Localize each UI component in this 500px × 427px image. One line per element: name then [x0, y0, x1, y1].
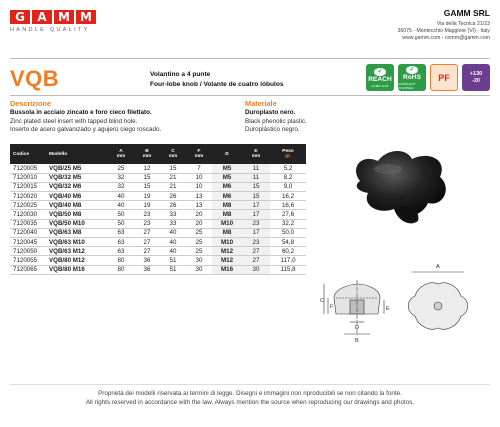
table-cell: 7120005 [10, 164, 46, 173]
product-titles [150, 70, 284, 90]
header-label: B [145, 149, 149, 154]
table-cell: 33 [160, 219, 186, 228]
header-unit: mm [251, 154, 261, 159]
table-row [10, 210, 306, 219]
header-label: F [197, 149, 201, 154]
table-cell: 25 [186, 238, 212, 247]
table-cell: 19 [134, 201, 160, 210]
table-cell: 40 [160, 238, 186, 247]
table-cell: 40 [108, 201, 134, 210]
dim-label-a: A [436, 264, 440, 270]
table-cell: VQB/50 M10 [46, 219, 108, 228]
dimensions-table [10, 144, 306, 275]
table-cell: 80 [108, 256, 134, 265]
header-label: E [254, 149, 258, 154]
table-cell: M8 [212, 201, 242, 210]
table-cell: 23 [134, 219, 160, 228]
table-cell: 19 [134, 192, 160, 201]
table-cell: 21 [160, 182, 186, 191]
header-unit: mm [142, 154, 152, 159]
technical-drawing [320, 258, 480, 358]
table-cell: M5 [212, 173, 242, 182]
table-row [10, 182, 306, 191]
header-label: Codice [13, 151, 29, 157]
table-cell: 7120010 [10, 173, 46, 182]
table-cell: M16 [212, 265, 242, 274]
product-title-en-es: Four-lobe knob / Volante de cuatro lóbulos [150, 81, 284, 88]
table-cell: 13 [186, 201, 212, 210]
table-cell: 33 [160, 210, 186, 219]
table-header-cell [186, 144, 212, 164]
material-section [245, 99, 395, 135]
table-row [10, 164, 306, 173]
table-cell: 7120030 [10, 210, 46, 219]
table-cell: 27 [242, 247, 270, 256]
table-cell: 15 [160, 164, 186, 173]
table-cell: 8,2 [270, 173, 306, 182]
table-cell: 32,2 [270, 219, 306, 228]
temperature-badge [462, 64, 490, 91]
table-cell: 26 [160, 192, 186, 201]
header-label: Modello [49, 151, 68, 157]
table-cell: 30 [186, 256, 212, 265]
table-cell: M10 [212, 219, 242, 228]
table-cell: VQB/63 M10 [46, 238, 108, 247]
top-view [408, 272, 468, 329]
table-cell: M6 [212, 192, 242, 201]
table-header-cell [242, 144, 270, 164]
check-icon: ✓ [374, 68, 386, 76]
table-header-cell [212, 144, 242, 164]
table-cell: 21 [160, 173, 186, 182]
description-section [10, 99, 235, 135]
table-row [10, 192, 306, 201]
pf-badge: PF [430, 64, 458, 91]
table-cell: M10 [212, 238, 242, 247]
table-cell: 40 [160, 228, 186, 237]
table-cell: 15 [242, 192, 270, 201]
certification-badges [366, 64, 490, 91]
table-cell: 23 [242, 238, 270, 247]
table-cell: 40 [160, 247, 186, 256]
table-cell: 63 [108, 238, 134, 247]
table-row [10, 265, 306, 274]
table-cell: 36 [134, 265, 160, 274]
material-heading: Materiale [245, 99, 277, 108]
table-cell: 7120055 [10, 256, 46, 265]
table-cell: 10 [186, 182, 212, 191]
table-cell: M12 [212, 247, 242, 256]
table-cell: 32 [108, 173, 134, 182]
company-name: GAMM SRL [443, 8, 490, 18]
table-cell: 36 [134, 256, 160, 265]
temp-high: +130 [469, 70, 483, 77]
footer-it: Proprietà dei modelli riservata ai termini di legge. Disegni e immagini non riproducibili se non citando la fonte. [98, 390, 402, 397]
table-cell: VQB/50 M8 [46, 210, 108, 219]
table-row [10, 256, 306, 265]
table-cell: 51 [160, 265, 186, 274]
table-cell: 25 [186, 228, 212, 237]
table-cell: 50 [108, 219, 134, 228]
table-header-cell [46, 144, 108, 164]
table-cell: 17 [242, 228, 270, 237]
dim-label-f: F [330, 304, 334, 310]
table-cell: 17 [242, 210, 270, 219]
description-es: Inserto de acero galvanizado y agujero ciego roscado. [10, 126, 162, 133]
material-es: Duroplástico negro. [245, 126, 300, 133]
table-cell: 25 [186, 247, 212, 256]
description-heading: Descrizione [10, 99, 51, 108]
table-body [10, 164, 306, 274]
table-cell: VQB/80 M16 [46, 265, 108, 274]
table-row [10, 238, 306, 247]
table-row [10, 173, 306, 182]
table-cell: 23 [134, 210, 160, 219]
table-cell: 117,0 [270, 256, 306, 265]
table-cell: 27 [134, 247, 160, 256]
table-cell: 80 [108, 265, 134, 274]
table-cell: 7120065 [10, 265, 46, 274]
table-cell: 5,2 [270, 164, 306, 173]
table-header-cell [270, 144, 306, 164]
table-cell: VQB/25 M5 [46, 164, 108, 173]
table-cell: 9,0 [270, 182, 306, 191]
table-cell: 27 [134, 228, 160, 237]
table-cell: 7 [186, 164, 212, 173]
table-cell: VQB/40 M8 [46, 201, 108, 210]
table-cell: VQB/80 M12 [46, 256, 108, 265]
table-cell: 7120045 [10, 238, 46, 247]
table-cell: VQB/40 M6 [46, 192, 108, 201]
table-cell: 25 [108, 164, 134, 173]
table-cell: 20 [186, 219, 212, 228]
table-cell: 23 [242, 219, 270, 228]
material-it: Duroplasto nero. [245, 109, 296, 116]
table-header-cell [160, 144, 186, 164]
table-cell: 51 [160, 256, 186, 265]
table-cell: M5 [212, 164, 242, 173]
table-cell: 27,6 [270, 210, 306, 219]
table-header-cell [134, 144, 160, 164]
table-cell: 60,2 [270, 247, 306, 256]
table-header-cell [10, 144, 46, 164]
header-label: Peso [282, 149, 294, 154]
table-cell: 115,8 [270, 265, 306, 274]
table-cell: 7120050 [10, 247, 46, 256]
table-row [10, 219, 306, 228]
table-cell: 7120040 [10, 228, 46, 237]
section-divider [10, 95, 490, 96]
table-cell: 30 [242, 265, 270, 274]
table-row [10, 247, 306, 256]
logo-letters [10, 10, 96, 24]
reach-badge: ✓ REACH COMPLIANT [366, 64, 394, 91]
table-cell: 63 [108, 247, 134, 256]
temp-low: -20 [472, 77, 480, 84]
table-header-cell [108, 144, 134, 164]
table-cell: 11 [242, 173, 270, 182]
table-cell: 13 [186, 192, 212, 201]
table-cell: 40 [108, 192, 134, 201]
table-cell: 26 [160, 201, 186, 210]
dim-label-b: B [355, 338, 359, 344]
product-title-it: Volantino a 4 punte [150, 71, 211, 78]
company-address-2: 36075 - Montecchio Maggiore (VI) - Italy [397, 28, 490, 34]
table-cell: 15 [242, 182, 270, 191]
logo-letter: M [76, 10, 96, 24]
table-cell: 7120020 [10, 192, 46, 201]
table-cell: M8 [212, 228, 242, 237]
logo-letter: M [54, 10, 74, 24]
description-en: Zinc plated steel insert with tapped blind hole. [10, 117, 138, 125]
table-cell: 11 [242, 164, 270, 173]
table-cell: 7120015 [10, 182, 46, 191]
table-cell: 16,6 [270, 201, 306, 210]
table-cell: M8 [212, 210, 242, 219]
knob-photo [348, 141, 458, 236]
table-cell: 16,2 [270, 192, 306, 201]
header-unit: mm [116, 154, 126, 159]
header-unit: gr. [285, 154, 291, 159]
footer-divider [10, 384, 490, 385]
header-unit: mm [194, 154, 204, 159]
logo-tagline: HANDLE QUALITY [10, 27, 90, 33]
table-cell: 30 [186, 265, 212, 274]
table-cell: 32 [108, 182, 134, 191]
header-label: D [225, 151, 229, 157]
table-cell: 27 [242, 256, 270, 265]
logo-letter: G [10, 10, 30, 24]
table-cell: 15 [134, 173, 160, 182]
description-it: Bussola in acciaio zincato e foro cieco filettato. [10, 109, 152, 116]
table-cell: M12 [212, 256, 242, 265]
table-cell: 20 [186, 210, 212, 219]
check-icon: ✓ [406, 66, 418, 74]
table-cell: 17 [242, 201, 270, 210]
table-header [10, 144, 306, 164]
material-en: Black phenolic plastic. [245, 117, 307, 125]
company-address-1: Via della Tecnica 21/23 [436, 21, 490, 27]
table-cell: 12 [134, 164, 160, 173]
company-info [397, 8, 490, 42]
dim-label-c: C [320, 298, 324, 304]
table-row [10, 228, 306, 237]
table-cell: VQB/63 M12 [46, 247, 108, 256]
table-cell: 50 [108, 210, 134, 219]
table-cell: 7120035 [10, 219, 46, 228]
table-cell: M6 [212, 182, 242, 191]
table-row [10, 201, 306, 210]
table-cell: VQB/32 M6 [46, 182, 108, 191]
table-cell: 10 [186, 173, 212, 182]
table-cell: 63 [108, 228, 134, 237]
product-code: VQB [10, 66, 60, 91]
header-label: A [119, 149, 123, 154]
table-cell: 15 [134, 182, 160, 191]
table-cell: VQB/63 M8 [46, 228, 108, 237]
gamm-logo [10, 10, 96, 33]
table-cell: 27 [134, 238, 160, 247]
table-cell: VQB/32 M5 [46, 173, 108, 182]
logo-letter: A [32, 10, 52, 24]
table-cell: 7120025 [10, 201, 46, 210]
dim-label-e: E [386, 306, 390, 312]
rohs-badge: ✓ RoHS COMPLIANT 2011/65/EU [398, 64, 426, 91]
footer-en: All rights reserved in accordance with the law. Always mention the source when reproducing our drawings and photos. [85, 399, 415, 406]
header-label: C [171, 149, 175, 154]
table-cell: 50,0 [270, 228, 306, 237]
top-divider [10, 58, 490, 59]
company-web[interactable]: www.gamm.com - comm@gamm.com [402, 35, 490, 41]
footer [0, 389, 500, 407]
dim-label-d: D [355, 325, 359, 331]
header-unit: mm [168, 154, 178, 159]
table-cell: 54,8 [270, 238, 306, 247]
